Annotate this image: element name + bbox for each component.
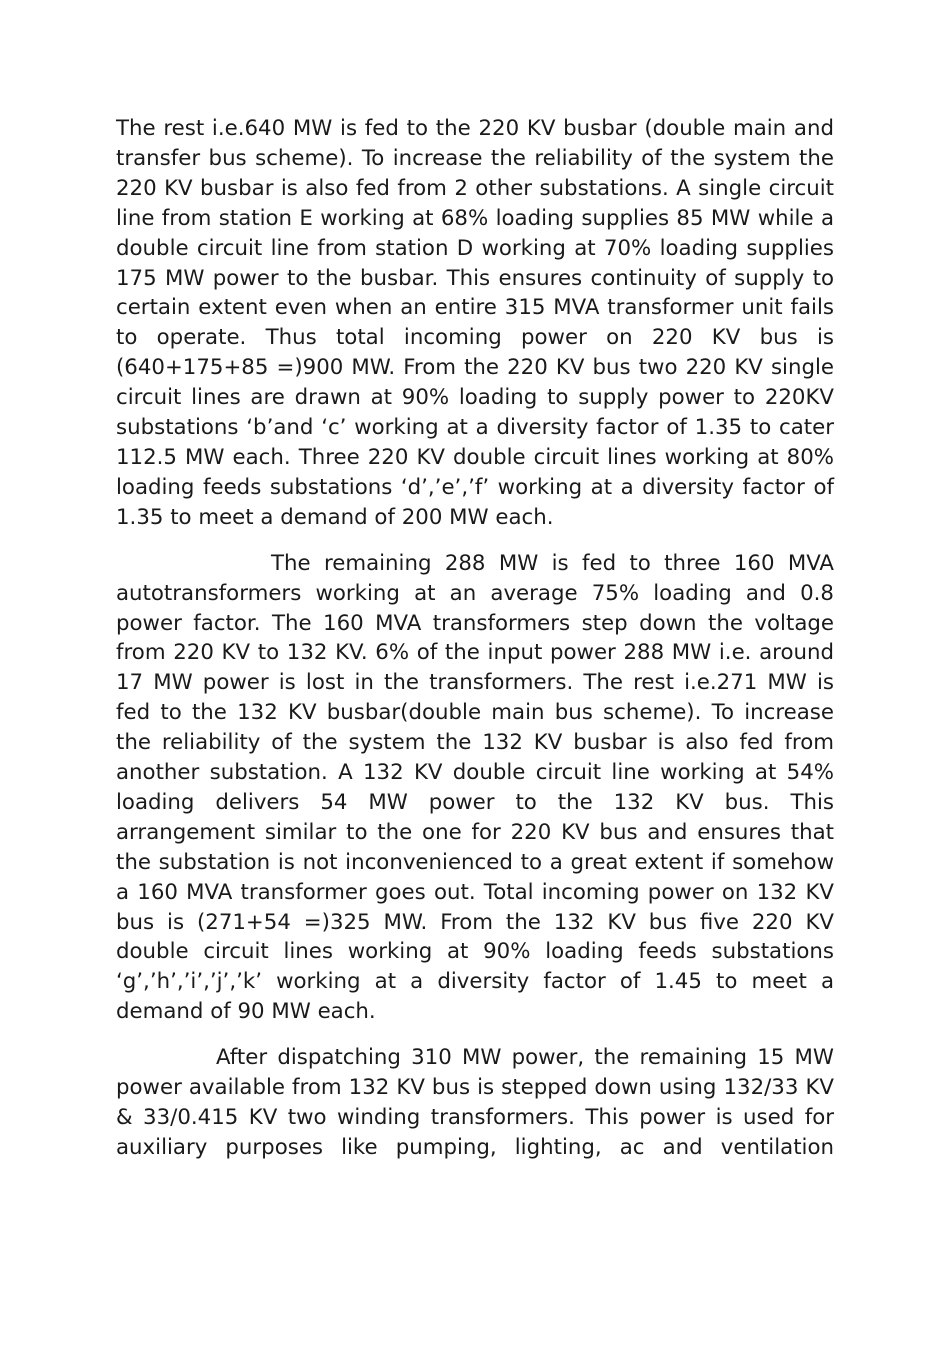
paragraph-busbar-132kv: The remaining 288 MW is fed to three 160 MVA autotransformers working at an average 75% loading and 0.8 power factor. The 160 MVA transformers step down the voltage from 220 KV to 132 KV. 6% of the input power 288 MW i.e. around 17 MW power is lost in the transformers. The rest i.e.271 MW is fed to the 132 KV busbar(double main bus scheme). To increase the reliability of the system the 132 KV busbar is also fed from another substation. A 132 KV double circuit line working at 54% loading delivers 54 MW power to the 132 KV bus. This arrangement similar to the one for 220 KV bus and ensures that the substation is not inconvenienced to a great extent if somehow a 160 MVA transformer goes out. Total incoming power on 132 KV bus is (271+54 =)325 MW. From the 132 KV bus five 220 KV double circuit lines working at 90% loading feeds substations ‘g’,’h’,’i’,’j’,’k’ working at a diversity factor of 1.45 to meet a demand of 90 MW each. — [116, 550, 834, 1025]
paragraph-busbar-220kv: The rest i.e.640 MW is fed to the 220 KV busbar (double main and transfer bus scheme). To increase the reliability of the system the 220 KV busbar is also fed from 2 other substations. A single circuit line from station E working at 68% loading supplies 85 MW while a double circuit line from station D working at 70% loading supplies 175 MW power to the busbar. This ensures continuity of supply to certain extent even when an entire 315 MVA transformer unit fails to operate. Thus total incoming power on 220 KV bus is (640+175+85 =)900 MW. From the 220 KV bus two 220 KV single circuit lines are drawn at 90% loading to supply power to 220KV substations ‘b’and ‘c’ working at a diversity factor of 1.35 to cater 112.5 MW each. Three 220 KV double circuit lines working at 80% loading feeds substations ‘d’,’e’,’f’ working at a diversity factor of 1.35 to meet a demand of 200 MW each. — [116, 116, 834, 530]
paragraph-auxiliary-power: After dispatching 310 MW power, the remaining 15 MW power available from 132 KV bus is stepped down using 132/33 KV & 33/0.415 KV two winding transformers. This power is used for auxiliary purposes like pumping, lighting, ac and ventilation — [116, 1045, 834, 1160]
document-page — [116, 114, 834, 1179]
